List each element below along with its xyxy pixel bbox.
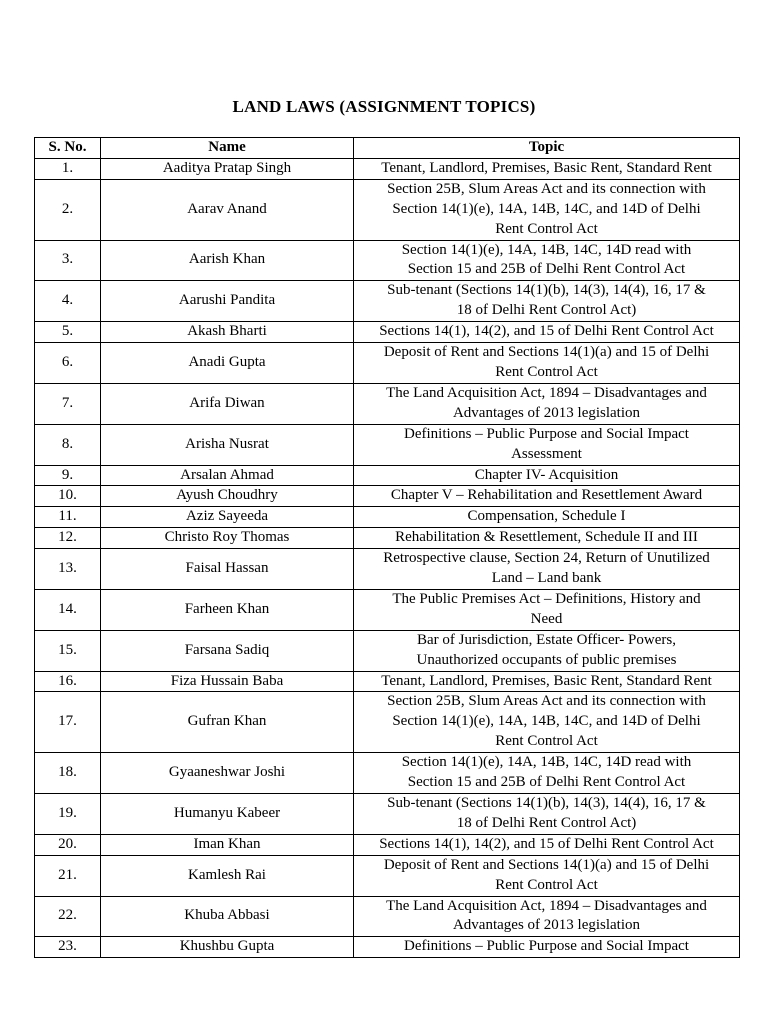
table-row — [35, 937, 740, 958]
topic-line: Sections 14(1), 14(2), and 15 of Delhi Rent Control Act — [379, 323, 714, 340]
row-topic — [354, 589, 740, 630]
row-sno: 2. — [35, 179, 101, 240]
topic-line: Sub-tenant (Sections 14(1)(b), 14(3), 14(4), 16, 17 & — [387, 795, 706, 811]
row-name: Arifa Diwan — [101, 383, 354, 424]
row-name: Farsana Sadiq — [101, 630, 354, 671]
topic-line: Deposit of Rent and Sections 14(1)(a) and 15 of Delhi — [383, 856, 710, 873]
table-row — [35, 896, 740, 937]
row-topic — [354, 240, 740, 281]
topic-line: Unauthorized occupants of public premises — [416, 651, 677, 668]
row-sno: 22. — [35, 896, 101, 937]
row-name: Fiza Hussain Baba — [101, 671, 354, 692]
topic-line: Section 14(1)(e), 14A, 14B, 14C, and 14D of Delhi — [392, 200, 701, 217]
row-sno: 23. — [35, 937, 101, 958]
table-row — [35, 322, 740, 343]
topic-line: Section 25B, Slum Areas Act and its connection with — [387, 693, 706, 710]
topic-line: Section 14(1)(e), 14A, 14B, 14C, 14D read with — [401, 754, 692, 771]
row-sno: 20. — [35, 834, 101, 855]
topic-line: Rent Control Act — [495, 220, 598, 237]
row-sno: 12. — [35, 528, 101, 549]
row-topic — [354, 753, 740, 794]
topic-line: The Public Premises Act – Definitions, History and — [392, 590, 701, 607]
row-name: Iman Khan — [101, 834, 354, 855]
row-topic — [354, 158, 740, 179]
row-sno: 15. — [35, 630, 101, 671]
row-sno: 10. — [35, 486, 101, 507]
table-row — [35, 753, 740, 794]
row-topic — [354, 937, 740, 958]
row-name: Faisal Hassan — [101, 549, 354, 590]
table-row — [35, 589, 740, 630]
row-sno: 14. — [35, 589, 101, 630]
topic-line: Assessment — [511, 445, 582, 462]
row-name: Khushbu Gupta — [101, 937, 354, 958]
table-row — [35, 507, 740, 528]
topic-line: The Land Acquisition Act, 1894 – Disadvantages and — [386, 897, 707, 914]
topic-line: Rent Control Act — [495, 733, 598, 750]
table-row — [35, 465, 740, 486]
row-name: Ayush Choudhry — [101, 486, 354, 507]
row-topic — [354, 794, 740, 835]
row-topic — [354, 528, 740, 549]
row-sno: 18. — [35, 753, 101, 794]
row-topic — [354, 383, 740, 424]
row-topic — [354, 855, 740, 896]
table-row — [35, 630, 740, 671]
topic-line: Definitions – Public Purpose and Social Impact — [404, 425, 689, 442]
row-sno: 19. — [35, 794, 101, 835]
row-sno: 5. — [35, 322, 101, 343]
row-name: Aziz Sayeeda — [101, 507, 354, 528]
row-topic — [354, 465, 740, 486]
row-topic — [354, 343, 740, 384]
row-name: Arsalan Ahmad — [101, 465, 354, 486]
table-row — [35, 424, 740, 465]
row-name: Kamlesh Rai — [101, 855, 354, 896]
row-sno: 13. — [35, 549, 101, 590]
topic-line: Need — [530, 610, 563, 627]
row-sno: 4. — [35, 281, 101, 322]
topic-line: Rent Control Act — [495, 876, 598, 893]
row-sno: 3. — [35, 240, 101, 281]
topic-line: Land – Land bank — [491, 570, 602, 587]
table-row — [35, 158, 740, 179]
row-sno: 17. — [35, 692, 101, 753]
topic-line: Rehabilitation & Resettlement, Schedule II and III — [395, 529, 698, 546]
topic-line: Advantages of 2013 legislation — [452, 404, 641, 421]
page-title: LAND LAWS (ASSIGNMENT TOPICS) — [232, 97, 536, 116]
row-name: Gyaaneshwar Joshi — [101, 753, 354, 794]
table-row — [35, 179, 740, 240]
row-name: Farheen Khan — [101, 589, 354, 630]
table-row — [35, 794, 740, 835]
topic-line: Section 14(1)(e), 14A, 14B, 14C, 14D read with — [401, 241, 692, 258]
row-topic — [354, 896, 740, 937]
header-name: Name — [101, 138, 354, 159]
row-name: Aaditya Pratap Singh — [101, 158, 354, 179]
topic-line: Section 25B, Slum Areas Act and its connection with — [387, 180, 706, 197]
table-row — [35, 281, 740, 322]
topic-line: The Land Acquisition Act, 1894 – Disadvantages and — [386, 384, 707, 401]
topic-line: Definitions – Public Purpose and Social Impact — [404, 938, 689, 955]
topic-line: Sections 14(1), 14(2), and 15 of Delhi Rent Control Act — [379, 835, 714, 852]
table-row — [35, 528, 740, 549]
topic-line: Section 14(1)(e), 14A, 14B, 14C, and 14D of Delhi — [392, 713, 701, 730]
topic-line: Tenant, Landlord, Premises, Basic Rent, Standard Rent — [381, 672, 712, 689]
topic-line: Section 15 and 25B of Delhi Rent Control Act — [407, 774, 686, 791]
row-topic — [354, 507, 740, 528]
topic-line: Advantages of 2013 legislation — [452, 917, 641, 934]
row-topic — [354, 630, 740, 671]
table-row — [35, 486, 740, 507]
table-row — [35, 671, 740, 692]
topic-line: Bar of Jurisdiction, Estate Officer- Powers, — [417, 631, 676, 648]
assignment-table — [34, 137, 740, 958]
row-sno: 1. — [35, 158, 101, 179]
topic-line: Deposit of Rent and Sections 14(1)(a) and 15 of Delhi — [383, 344, 710, 361]
row-topic — [354, 486, 740, 507]
topic-line: 18 of Delhi Rent Control Act) — [456, 302, 637, 319]
topic-line: Tenant, Landlord, Premises, Basic Rent, Standard Rent — [381, 159, 712, 176]
row-sno: 21. — [35, 855, 101, 896]
table-row — [35, 855, 740, 896]
row-name: Aarushi Pandita — [101, 281, 354, 322]
topic-line: Rent Control Act — [495, 363, 598, 380]
topic-line: 18 of Delhi Rent Control Act) — [456, 814, 637, 831]
row-name: Khuba Abbasi — [101, 896, 354, 937]
topic-line: Section 15 and 25B of Delhi Rent Control Act — [407, 261, 686, 278]
table-row — [35, 240, 740, 281]
header-topic: Topic — [354, 138, 740, 159]
row-topic — [354, 179, 740, 240]
table-row — [35, 383, 740, 424]
row-name: Aarish Khan — [101, 240, 354, 281]
row-name: Arisha Nusrat — [101, 424, 354, 465]
row-name: Aarav Anand — [101, 179, 354, 240]
row-name: Gufran Khan — [101, 692, 354, 753]
row-name: Akash Bharti — [101, 322, 354, 343]
row-name: Humanyu Kabeer — [101, 794, 354, 835]
row-sno: 9. — [35, 465, 101, 486]
row-sno: 11. — [35, 507, 101, 528]
row-sno: 6. — [35, 343, 101, 384]
row-name: Anadi Gupta — [101, 343, 354, 384]
row-topic — [354, 834, 740, 855]
row-sno: 7. — [35, 383, 101, 424]
header-sno: S. No. — [35, 138, 101, 159]
table-header-row — [35, 138, 740, 159]
table-row — [35, 834, 740, 855]
row-topic — [354, 424, 740, 465]
topic-line: Chapter V – Rehabilitation and Resettlement Award — [390, 487, 703, 504]
row-name: Christo Roy Thomas — [101, 528, 354, 549]
topic-line: Sub-tenant (Sections 14(1)(b), 14(3), 14(4), 16, 17 & — [387, 282, 706, 299]
row-sno: 16. — [35, 671, 101, 692]
row-topic — [354, 281, 740, 322]
table-row — [35, 343, 740, 384]
table-row — [35, 692, 740, 753]
table-body — [35, 158, 740, 957]
row-topic — [354, 671, 740, 692]
row-topic — [354, 692, 740, 753]
topic-line: Retrospective clause, Section 24, Return of Unutilized — [383, 550, 710, 567]
row-sno: 8. — [35, 424, 101, 465]
row-topic — [354, 549, 740, 590]
topic-line: Chapter IV- Acquisition — [474, 466, 619, 483]
row-topic — [354, 322, 740, 343]
table-row — [35, 549, 740, 590]
topic-line: Compensation, Schedule I — [467, 508, 626, 525]
